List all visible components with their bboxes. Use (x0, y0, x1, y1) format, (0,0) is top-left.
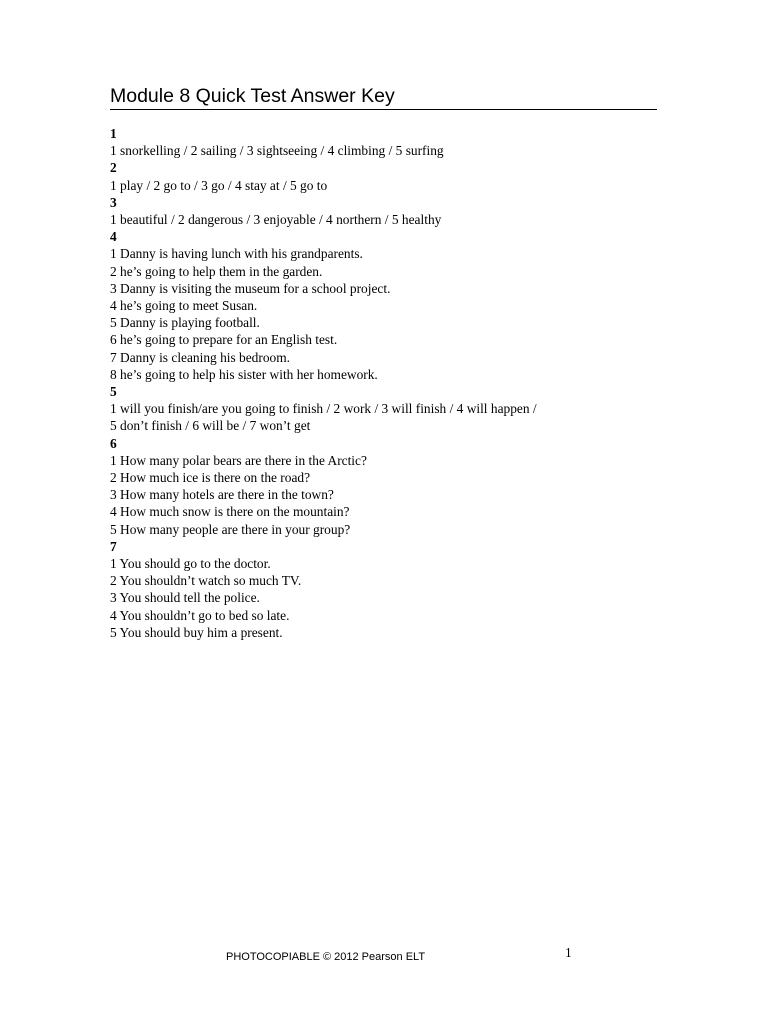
answer-line: 2 he’s going to help them in the garden. (110, 263, 323, 279)
answer-line: 1 will you finish/are you going to finish / 2 work / 3 will finish / 4 will happen / (110, 401, 537, 417)
answer-line: 4 he’s going to meet Susan. (110, 298, 258, 314)
answer-line: 8 he’s going to help his sister with her homework. (110, 366, 378, 382)
answer-line: 1 beautiful / 2 dangerous / 3 enjoyable / 4 northern / 5 healthy (110, 212, 442, 228)
answer-line: 3 You should tell the police. (110, 590, 260, 606)
footer-copyright: PHOTOCOPIABLE © 2012 Pearson ELT (226, 951, 426, 963)
section-1 (110, 125, 670, 159)
section-6 (110, 435, 670, 538)
answer-line: 1 snorkelling / 2 sailing / 3 sightseeing / 4 climbing / 5 surfing (110, 143, 444, 159)
answer-line: 5 Danny is playing football. (110, 315, 260, 331)
section-3 (110, 194, 670, 228)
answer-line: 5 You should buy him a present. (110, 624, 283, 640)
page-number: 1 (565, 945, 572, 960)
section-7 (110, 538, 670, 641)
answer-line: 5 don’t finish / 6 will be / 7 won’t get (110, 418, 311, 434)
section-number: 2 (110, 160, 117, 176)
answer-line: 6 he’s going to prepare for an English test. (110, 332, 338, 348)
section-number: 1 (110, 126, 117, 141)
section-number: 5 (110, 384, 117, 400)
page-title: Module 8 Quick Test Answer Key (110, 84, 657, 110)
answer-line: 5 How many people are there in your group? (110, 521, 351, 537)
answer-line: 3 Danny is visiting the museum for a school project. (110, 280, 391, 296)
answer-line: 3 How many hotels are there in the town? (110, 487, 334, 503)
section-2 (110, 159, 670, 193)
section-number: 3 (110, 194, 117, 210)
answer-line: 1 How many polar bears are there in the Arctic? (110, 452, 367, 468)
answer-line: 4 How much snow is there on the mountain? (110, 504, 350, 520)
answer-line: 2 How much ice is there on the road? (110, 470, 311, 486)
answer-line: 7 Danny is cleaning his bedroom. (110, 349, 290, 365)
answer-line: 4 You shouldn’t go to bed so late. (110, 607, 290, 623)
section-number: 6 (110, 435, 117, 451)
answer-line: 2 You shouldn’t watch so much TV. (110, 573, 302, 589)
answer-line: 1 You should go to the doctor. (110, 556, 271, 572)
section-number: 7 (110, 538, 117, 554)
answer-line: 1 play / 2 go to / 3 go / 4 stay at / 5 go to (110, 177, 328, 193)
answer-key-content (110, 125, 670, 641)
section-number: 4 (110, 229, 117, 245)
section-5 (110, 383, 670, 435)
section-4 (110, 228, 670, 383)
answer-line: 1 Danny is having lunch with his grandparents. (110, 246, 363, 262)
